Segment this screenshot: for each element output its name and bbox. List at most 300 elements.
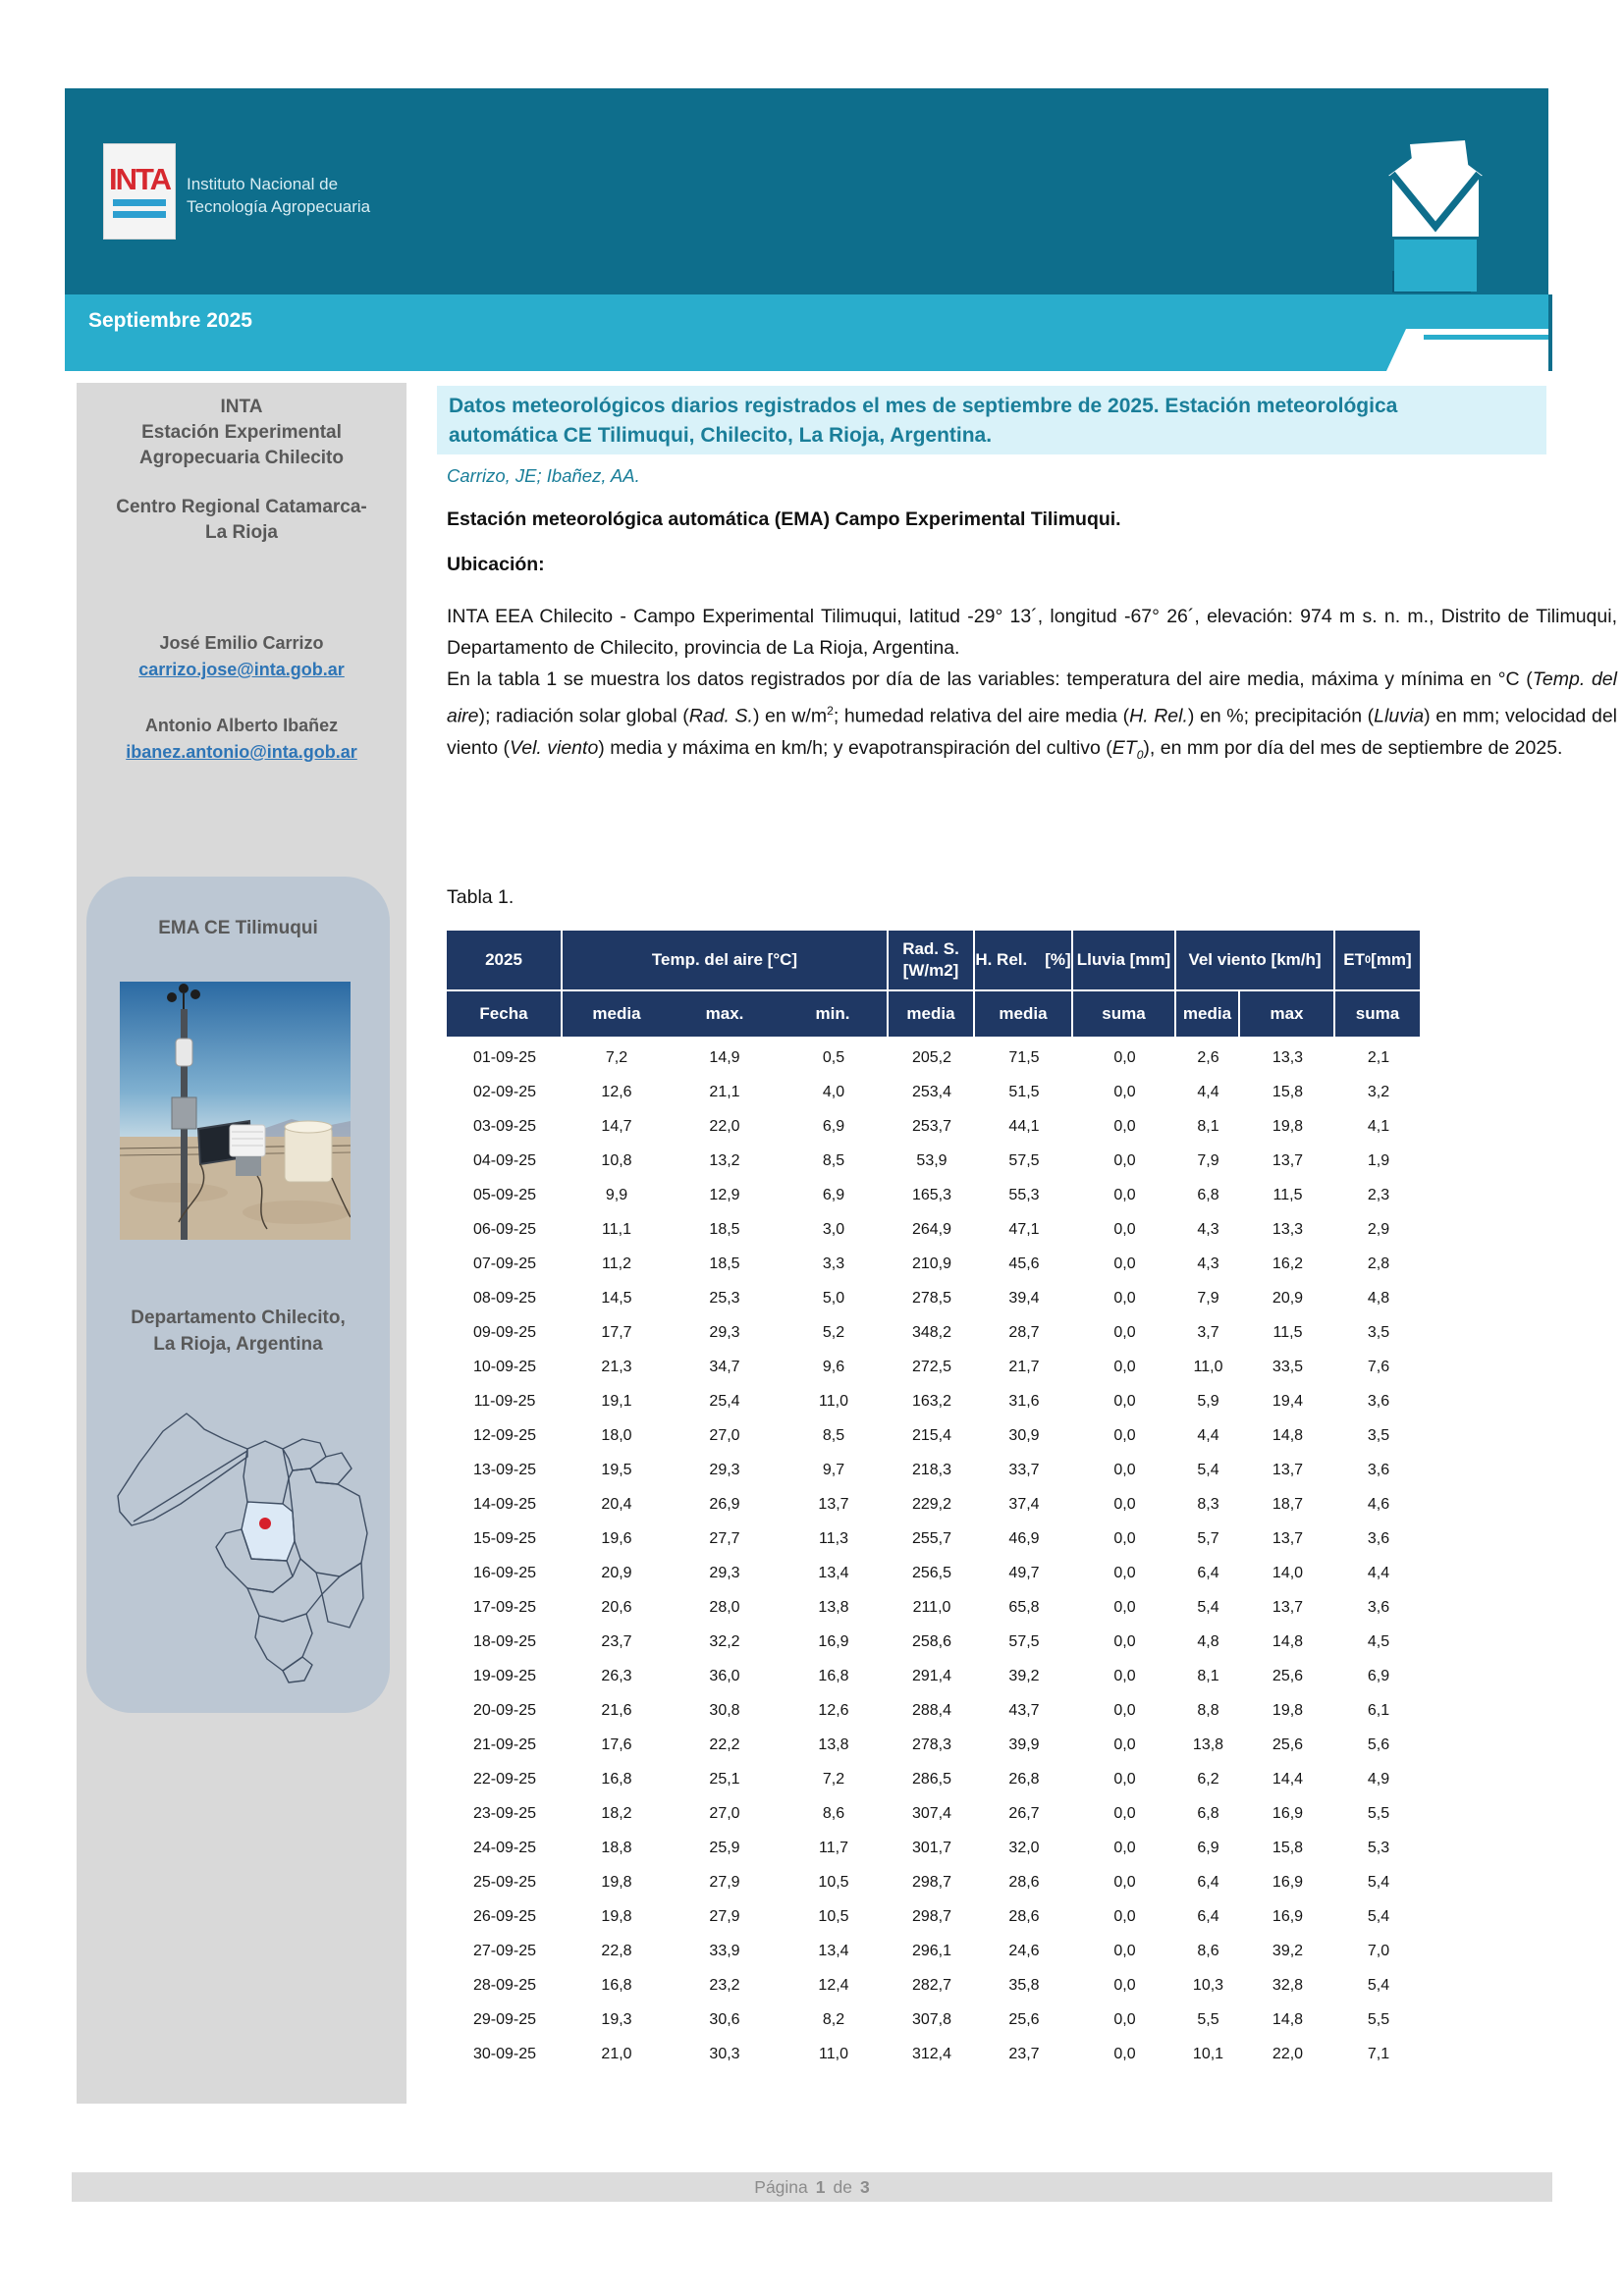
table-cell: 5,4 (1367, 1907, 1390, 1925)
table-cell: 02-09-25 (472, 1083, 537, 1100)
table-cell: 30,8 (709, 1701, 740, 1719)
col-year: 2025 (447, 931, 563, 991)
table-cell: 0,0 (1113, 1770, 1136, 1788)
table-cell: 8,3 (1197, 1495, 1219, 1513)
table-cell: 9,9 (605, 1186, 628, 1203)
table-cell: 0,0 (1113, 1289, 1136, 1307)
table-cell: 16,8 (601, 1976, 632, 1994)
table-cell: 17,7 (601, 1323, 632, 1341)
table-cell: 11,0 (819, 2045, 848, 2062)
table-cell: 13,8 (818, 1598, 849, 1616)
table-cell: 15,8 (1272, 1083, 1304, 1100)
table-cell: 12,6 (818, 1701, 849, 1719)
table-cell: 26,7 (1008, 1804, 1040, 1822)
table-cell: 16,8 (601, 1770, 632, 1788)
table-cell: 17-09-25 (472, 1598, 537, 1616)
table-cell: 0,0 (1113, 1495, 1136, 1513)
paragraph-variables: En la tabla 1 se muestra los datos registrados por día de las variables: temperatura del aire media, máxima y mínima en °C (Temp. del aire); radiación solar global (Rad. S.) en $w/m^2$; humedad relativa del aire media (H. Rel.) en %; precipitación (Lluvia) en mm; velocidad del viento (Vel. viento) media y máxima en km/h; y evapotranspiración del cultivo $(ET_0)$, en mm por día del mes de septiembre de 2025. (447, 668, 1617, 762)
table-cell: 26-09-25 (472, 1907, 537, 1925)
table-cell: 33,7 (1008, 1461, 1040, 1478)
table-cell: 30,6 (709, 2010, 740, 2028)
col-lluvia-suma: suma (1073, 991, 1176, 1037)
table-cell: 0,5 (822, 1048, 845, 1066)
table-cell: 14,4 (1272, 1770, 1304, 1788)
table-cell: 4,4 (1367, 1564, 1390, 1581)
table-cell: 11,5 (1272, 1186, 1303, 1203)
table-cell: 13,4 (818, 1564, 849, 1581)
table-cell: 0,0 (1113, 1529, 1136, 1547)
table-cell: 71,5 (1008, 1048, 1040, 1066)
table-cell: 31,6 (1008, 1392, 1040, 1410)
table-cell: 278,5 (911, 1289, 952, 1307)
table-cell: 13,4 (818, 1942, 849, 1959)
table-cell: 19,3 (601, 2010, 632, 2028)
table-cell: 307,8 (911, 2010, 952, 2028)
table-cell: 5,5 (1367, 1804, 1390, 1822)
table-cell: 16,9 (818, 1632, 849, 1650)
table-cell: 3,3 (822, 1255, 845, 1272)
table-cell: 0,0 (1113, 2045, 1136, 2062)
table-cell: 30,3 (709, 2045, 740, 2062)
table-cell: 23,2 (709, 1976, 740, 1994)
table-cell: 19,4 (1272, 1392, 1304, 1410)
table-cell: 5,4 (1367, 1873, 1390, 1891)
table-cell: 1,9 (1367, 1151, 1390, 1169)
table-cell: 19-09-25 (472, 1667, 537, 1684)
table-cell: 25,4 (709, 1392, 740, 1410)
table-cell: 8,1 (1197, 1667, 1219, 1684)
table-cell: 4,8 (1367, 1289, 1390, 1307)
table-cell: 19,8 (601, 1907, 632, 1925)
table-cell: 22,2 (709, 1735, 740, 1753)
table-cell: 8,6 (1197, 1942, 1219, 1959)
table-cell: 0,0 (1113, 1598, 1136, 1616)
table-cell: 211,0 (912, 1598, 951, 1616)
table-cell: 14,0 (1272, 1564, 1304, 1581)
table-cell: 39,9 (1008, 1735, 1040, 1753)
table-cell: 0,0 (1113, 1564, 1136, 1581)
table-cell: 6,8 (1197, 1804, 1219, 1822)
table-cell: 5,0 (822, 1289, 845, 1307)
table-cell: 4,1 (1367, 1117, 1390, 1135)
table-cell: 08-09-25 (472, 1289, 537, 1307)
ema-card (86, 877, 390, 1713)
table-cell: 5,6 (1367, 1735, 1390, 1753)
table-cell: 6,4 (1197, 1873, 1219, 1891)
table-cell: 229,2 (911, 1495, 952, 1513)
table-cell: 264,9 (911, 1220, 952, 1238)
weather-table-body (447, 1041, 1422, 2071)
table-cell: 36,0 (709, 1667, 740, 1684)
table-cell: 29,3 (709, 1461, 740, 1478)
table-cell: 55,3 (1008, 1186, 1040, 1203)
table-cell: 05-09-25 (472, 1186, 537, 1203)
table-cell: 10,5 (818, 1873, 849, 1891)
table-cell: 28,6 (1008, 1907, 1040, 1925)
table-cell: 26,3 (601, 1667, 632, 1684)
table-cell: 253,4 (911, 1083, 952, 1100)
table-cell: 22-09-25 (472, 1770, 537, 1788)
col-group-et0: ET 0 [mm] (1335, 931, 1422, 991)
article-body (447, 601, 1617, 770)
table-cell: 3,0 (822, 1220, 845, 1238)
table-cell: 27,9 (709, 1907, 740, 1925)
table-cell: 13,2 (709, 1151, 740, 1169)
table-cell: 11,2 (602, 1255, 631, 1272)
table-cell: 0,0 (1113, 1632, 1136, 1650)
table-cell: 22,0 (1272, 2045, 1304, 2062)
table-cell: 210,9 (911, 1255, 952, 1272)
table-cell: 57,5 (1008, 1151, 1040, 1169)
table-cell: 39,4 (1008, 1289, 1040, 1307)
table-cell: 10,5 (818, 1907, 849, 1925)
table-cell: 0,0 (1113, 1186, 1136, 1203)
table-cell: 28-09-25 (472, 1976, 537, 1994)
table-cell: 8,5 (822, 1426, 845, 1444)
la-rioja-map (100, 1394, 375, 1688)
table-cell: 9,6 (822, 1358, 845, 1375)
table-cell: 21,1 (709, 1083, 740, 1100)
table-cell: 348,2 (911, 1323, 952, 1341)
inta-logo-stripe-2 (113, 211, 166, 218)
table-cell: 5,4 (1197, 1598, 1219, 1616)
table-cell: 25,3 (709, 1289, 740, 1307)
corner-decoration-line (1548, 294, 1552, 371)
table-cell: 26,8 (1008, 1770, 1040, 1788)
table-cell: 14,9 (709, 1048, 740, 1066)
table-cell: 215,4 (911, 1426, 952, 1444)
sidebar (77, 383, 406, 2104)
table-cell: 272,5 (911, 1358, 952, 1375)
table-cell: 10,1 (1192, 2045, 1224, 2062)
table-cell: 13,3 (1272, 1048, 1304, 1066)
table-cell: 11,7 (819, 1839, 848, 1856)
table-cell: 0,0 (1113, 1358, 1136, 1375)
table-cell: 0,0 (1113, 1942, 1136, 1959)
table-cell: 13,3 (1272, 1220, 1304, 1238)
footer-page-total: 3 (859, 2176, 870, 2197)
table-cell: 22,0 (709, 1117, 740, 1135)
table-cell: 04-09-25 (472, 1151, 537, 1169)
table-cell: 16,9 (1272, 1907, 1304, 1925)
sidebar-regional-center: Centro Regional Catamarca- La Rioja (116, 497, 367, 543)
table-cell: 6,9 (822, 1186, 845, 1203)
table-cell: 16,9 (1272, 1804, 1304, 1822)
table-cell: 18,7 (1272, 1495, 1304, 1513)
month-label: Septiembre 2025 (88, 309, 252, 332)
table-cell: 34,7 (709, 1358, 740, 1375)
table-cell: 0,0 (1113, 1255, 1136, 1272)
table-cell: 51,5 (1008, 1083, 1040, 1100)
table-cell: 16-09-25 (472, 1564, 537, 1581)
table-cell: 32,8 (1272, 1976, 1304, 1994)
table-label: Tabla 1. (447, 886, 514, 908)
table-cell: 06-09-25 (472, 1220, 537, 1238)
table-cell: 5,5 (1367, 2010, 1390, 2028)
table-cell: 17,6 (601, 1735, 632, 1753)
table-cell: 5,2 (822, 1323, 845, 1341)
table-cell: 14,8 (1272, 1426, 1304, 1444)
station-location-dot (259, 1518, 271, 1529)
table-cell: 2,9 (1367, 1220, 1390, 1238)
table-cell: 13,7 (1272, 1151, 1304, 1169)
table-cell: 10,8 (601, 1151, 632, 1169)
table-cell: 256,5 (911, 1564, 952, 1581)
table-cell: 3,7 (1197, 1323, 1219, 1341)
table-cell: 01-09-25 (472, 1048, 537, 1066)
table-cell: 6,1 (1367, 1701, 1390, 1719)
table-cell: 6,4 (1197, 1564, 1219, 1581)
table-cell: 30-09-25 (472, 2045, 537, 2062)
table-cell: 3,6 (1367, 1461, 1390, 1478)
ema-caption: Departamento Chilecito, La Rioja, Argentina (131, 1308, 346, 1355)
table-cell: 5,9 (1197, 1392, 1219, 1410)
table-cell: 10-09-25 (472, 1358, 537, 1375)
table-cell: 6,2 (1197, 1770, 1219, 1788)
table-cell: 288,4 (911, 1701, 952, 1719)
col-et0-suma: suma (1335, 991, 1422, 1037)
table-cell: 15,8 (1272, 1839, 1304, 1856)
table-cell: 0,0 (1113, 1839, 1136, 1856)
article-subtitle: Estación meteorológica automática (EMA) Campo Experimental Tilimuqui. (447, 508, 1121, 530)
table-cell: 18,2 (601, 1804, 632, 1822)
table-cell: 8,6 (822, 1804, 845, 1822)
table-cell: 20,9 (601, 1564, 632, 1581)
table-cell: 13,7 (818, 1495, 849, 1513)
table-cell: 13,7 (1272, 1598, 1304, 1616)
table-cell: 24-09-25 (472, 1839, 537, 1856)
table-cell: 0,0 (1113, 1426, 1136, 1444)
table-cell: 18,5 (709, 1220, 740, 1238)
table-cell: 30,9 (1008, 1426, 1040, 1444)
table-cell: 163,2 (911, 1392, 952, 1410)
table-cell: 255,7 (911, 1529, 952, 1547)
table-cell: 5,5 (1197, 2010, 1219, 2028)
table-cell: 13,7 (1272, 1461, 1304, 1478)
col-group-hrel: H. Rel. [%] (975, 931, 1073, 991)
table-cell: 291,4 (911, 1667, 952, 1684)
table-cell: 0,0 (1113, 1083, 1136, 1100)
table-cell: 4,3 (1197, 1220, 1219, 1238)
table-cell: 23,7 (601, 1632, 632, 1650)
table-cell: 0,0 (1113, 1976, 1136, 1994)
table-cell: 4,5 (1367, 1632, 1390, 1650)
table-cell: 0,0 (1113, 2010, 1136, 2028)
table-cell: 6,4 (1197, 1907, 1219, 1925)
table-cell: 09-09-25 (472, 1323, 537, 1341)
table-cell: 20-09-25 (472, 1701, 537, 1719)
table-cell: 13,7 (1272, 1529, 1304, 1547)
table-cell: 278,3 (911, 1735, 952, 1753)
table-cell: 8,2 (822, 2010, 845, 2028)
weather-table-header (447, 931, 1422, 1037)
table-cell: 4,4 (1197, 1083, 1219, 1100)
date-bar (65, 294, 1548, 371)
table-cell: 4,9 (1367, 1770, 1390, 1788)
table-cell: 27,0 (709, 1804, 740, 1822)
table-cell: 165,3 (911, 1186, 952, 1203)
weather-station-photo (120, 982, 351, 1240)
table-cell: 13,8 (1192, 1735, 1224, 1753)
table-cell: 2,8 (1367, 1255, 1390, 1272)
table-cell: 43,7 (1008, 1701, 1040, 1719)
table-cell: 2,3 (1367, 1186, 1390, 1203)
table-cell: 7,2 (605, 1048, 628, 1066)
table-cell: 07-09-25 (472, 1255, 537, 1272)
table-cell: 21,3 (601, 1358, 632, 1375)
table-cell: 2,1 (1367, 1048, 1390, 1066)
table-cell: 22,8 (601, 1942, 632, 1959)
table-cell: 312,4 (911, 2045, 952, 2062)
table-cell: 0,0 (1113, 1461, 1136, 1478)
table-cell: 23-09-25 (472, 1804, 537, 1822)
table-cell: 0,0 (1113, 1323, 1136, 1341)
table-cell: 19,5 (601, 1461, 632, 1478)
table-cell: 33,9 (709, 1942, 740, 1959)
table-cell: 20,4 (601, 1495, 632, 1513)
table-cell: 45,6 (1008, 1255, 1040, 1272)
col-rad-media: media (889, 991, 975, 1037)
table-cell: 19,8 (601, 1873, 632, 1891)
table-cell: 28,6 (1008, 1873, 1040, 1891)
table-cell: 53,9 (916, 1151, 947, 1169)
table-cell: 4,4 (1197, 1426, 1219, 1444)
contact-1-name: José Emilio Carrizo (159, 633, 324, 653)
table-cell: 7,1 (1367, 2045, 1390, 2062)
table-cell: 25,6 (1272, 1667, 1304, 1684)
table-cell: 19,8 (1272, 1117, 1304, 1135)
table-cell: 19,6 (601, 1529, 632, 1547)
table-cell: 3,6 (1367, 1392, 1390, 1410)
table-cell: 10,3 (1192, 1976, 1224, 1994)
col-group-viento: Vel viento [km/h] (1176, 931, 1335, 991)
table-cell: 03-09-25 (472, 1117, 537, 1135)
col-group-temp: Temp. del aire [°C] (563, 931, 889, 991)
footer-page-number: 1 (815, 2176, 826, 2197)
table-cell: 7,2 (822, 1770, 845, 1788)
col-viento-max: max (1240, 991, 1335, 1037)
table-cell: 16,9 (1272, 1873, 1304, 1891)
table-cell: 298,7 (911, 1873, 952, 1891)
table-cell: 296,1 (911, 1942, 952, 1959)
table-cell: 44,1 (1008, 1117, 1040, 1135)
table-cell: 0,0 (1113, 1117, 1136, 1135)
location-label: Ubicación: (447, 554, 545, 575)
table-cell: 19,8 (1272, 1701, 1304, 1719)
table-cell: 13,8 (818, 1735, 849, 1753)
table-cell: 11,3 (819, 1529, 848, 1547)
contact-2-email-link[interactable]: ibanez.antonio@inta.gob.ar (126, 742, 357, 762)
footer-label: Página (754, 2176, 808, 2197)
article-authors: Carrizo, JE; Ibañez, AA. (447, 465, 640, 486)
table-cell: 282,7 (911, 1976, 952, 1994)
contact-2-name: Antonio Alberto Ibañez (144, 716, 339, 735)
table-cell: 15-09-25 (472, 1529, 537, 1547)
table-cell: 49,7 (1008, 1564, 1040, 1581)
table-cell: 25-09-25 (472, 1873, 537, 1891)
table-cell: 7,9 (1197, 1289, 1219, 1307)
table-cell: 12,6 (601, 1083, 632, 1100)
table-cell: 3,5 (1367, 1426, 1390, 1444)
table-cell: 14-09-25 (472, 1495, 537, 1513)
table-cell: 6,9 (822, 1117, 845, 1135)
table-cell: 9,7 (822, 1461, 845, 1478)
table-cell: 0,0 (1113, 1048, 1136, 1066)
table-cell: 6,9 (1367, 1667, 1390, 1684)
table-cell: 12-09-25 (472, 1426, 537, 1444)
table-cell: 26,9 (709, 1495, 740, 1513)
table-cell: 57,5 (1008, 1632, 1040, 1650)
table-cell: 23,7 (1008, 2045, 1040, 2062)
col-group-rad: Rad. S. [W/m2] (889, 931, 975, 991)
table-cell: 14,8 (1272, 2010, 1304, 2028)
col-temp-subheaders: media max. min. (563, 991, 889, 1037)
col-fecha: Fecha (447, 991, 563, 1037)
table-cell: 0,0 (1113, 1907, 1136, 1925)
table-cell: 27-09-25 (472, 1942, 537, 1959)
table-cell: 35,8 (1008, 1976, 1040, 1994)
table-cell: 20,9 (1272, 1289, 1304, 1307)
table-cell: 65,8 (1008, 1598, 1040, 1616)
table-cell: 0,0 (1113, 1804, 1136, 1822)
institute-name: Instituto Nacional de Tecnología Agropecuaria (187, 175, 371, 216)
table-cell: 14,7 (601, 1117, 632, 1135)
table-cell: 6,8 (1197, 1186, 1219, 1203)
table-cell: 18,0 (601, 1426, 632, 1444)
table-cell: 46,9 (1008, 1529, 1040, 1547)
inta-logo-stripe-1 (113, 199, 166, 206)
table-cell: 29,3 (709, 1564, 740, 1581)
table-cell: 4,8 (1197, 1632, 1219, 1650)
table-cell: 27,9 (709, 1873, 740, 1891)
col-viento-media: media (1176, 991, 1240, 1037)
table-cell: 218,3 (911, 1461, 952, 1478)
table-cell: 258,6 (911, 1632, 952, 1650)
footer-separator: de (833, 2176, 852, 2197)
table-cell: 27,0 (709, 1426, 740, 1444)
table-cell: 19,1 (601, 1392, 632, 1410)
corner-decoration-stripe (1424, 335, 1548, 340)
table-cell: 21,0 (601, 2045, 632, 2062)
table-cell: 11,0 (1193, 1358, 1223, 1375)
table-cell: 286,5 (911, 1770, 952, 1788)
table-cell: 29,3 (709, 1323, 740, 1341)
inta-logo-word: INTA (108, 162, 171, 196)
table-cell: 253,7 (911, 1117, 952, 1135)
table-cell: 21-09-25 (472, 1735, 537, 1753)
table-cell: 8,5 (822, 1151, 845, 1169)
contact-1-email-link[interactable]: carrizo.jose@inta.gob.ar (138, 660, 345, 679)
table-cell: 0,0 (1113, 1151, 1136, 1169)
table-cell: 18,5 (709, 1255, 740, 1272)
table-cell: 307,4 (911, 1804, 952, 1822)
table-cell: 25,9 (709, 1839, 740, 1856)
table-cell: 25,6 (1008, 2010, 1040, 2028)
table-cell: 5,4 (1197, 1461, 1219, 1478)
table-cell: 20,6 (601, 1598, 632, 1616)
table-cell: 13-09-25 (472, 1461, 537, 1478)
table-cell: 12,4 (818, 1976, 849, 1994)
table-cell: 25,6 (1272, 1735, 1304, 1753)
article-title: Datos meteorológicos diarios registrados el mes de septiembre de 2025. Estación meteorológica automática CE Tilimuqui, Chilecito, La Rioja, Argentina. (437, 386, 1546, 454)
table-cell: 8,8 (1197, 1701, 1219, 1719)
table-cell: 0,0 (1113, 1220, 1136, 1238)
page-footer (72, 2172, 1552, 2202)
table-cell: 11,1 (602, 1220, 631, 1238)
paragraph-location: INTA EEA Chilecito - Campo Experimental Tilimuqui, latitud -29° 13´, longitud -67° 26´, elevación: 974 m s. n. m., Distrito de Tilimuqui, Departamento de Chilecito, provincia de La Rioja, Argentina. (447, 606, 1617, 659)
table-cell: 37,4 (1008, 1495, 1040, 1513)
table-cell: 33,5 (1272, 1358, 1304, 1375)
